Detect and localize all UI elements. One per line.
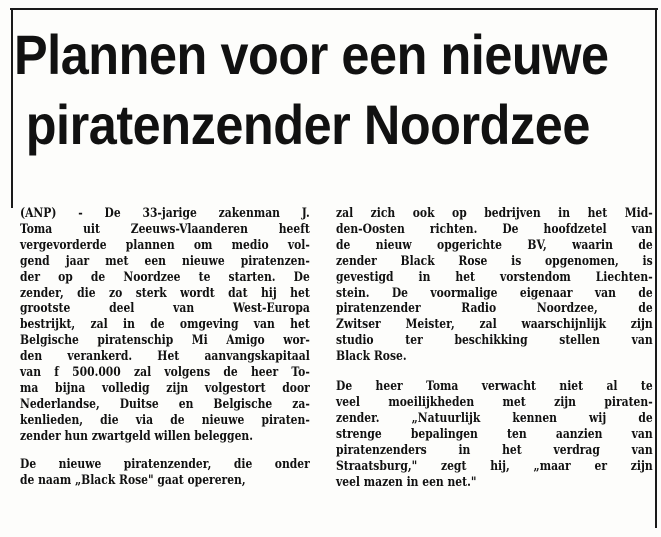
frame-right-rule — [655, 8, 657, 528]
frame-left-rule — [11, 8, 13, 208]
article-paragraph — [20, 457, 310, 489]
article-line: piratenzender Radio Noordzee, de — [336, 301, 653, 317]
headline-line-1: Plannen voor een nieuwe — [14, 23, 609, 86]
article-line: zender hun zwartgeld willen beleggen. — [20, 428, 253, 444]
article-line: Straatsburg," zegt hij, „maar er zijn — [336, 458, 653, 474]
article-line: veel mazen in een net." — [336, 474, 477, 490]
article-line: De heer Toma verwacht niet al te — [336, 379, 653, 395]
article-line: piratenzenders in het verdrag van — [336, 442, 653, 458]
article-line: de nieuw opgerichte BV, waarin de — [336, 237, 653, 253]
article-line: van f 500.000 zal volgens de heer To- — [20, 365, 310, 381]
article-paragraph — [336, 379, 653, 490]
frame-top-rule — [10, 8, 658, 10]
article-line: grootste deel van West-Europa — [20, 301, 310, 317]
article-line: stein. De voormalige eigenaar van de — [336, 285, 653, 301]
article-paragraph — [336, 206, 653, 365]
article-line: zender, die zo sterk wordt dat hij het — [20, 285, 310, 301]
article-line: de naam „Black Rose" gaat opereren, — [20, 472, 246, 488]
article-line: zender Black Rose is opgenomen, is — [336, 253, 653, 269]
article-line: kenlieden, die via de nieuwe piraten- — [20, 412, 310, 428]
article-line: studio ter beschikking stellen van — [336, 333, 653, 349]
article-column-right — [336, 206, 653, 490]
article-line: veel moeilijkheden met zijn piraten- — [336, 394, 653, 410]
article-line: Belgische piratenschip Mi Amigo wor- — [20, 333, 310, 349]
article-line: De nieuwe piratenzender, die onder — [20, 456, 310, 472]
article-paragraph — [20, 206, 310, 445]
headline — [14, 20, 609, 160]
article-line: bestrijkt, zal in de omgeving van het — [20, 317, 310, 333]
article-line: zal zich ook op bedrijven in het Mid- — [336, 206, 653, 221]
article-line: gend jaar met een nieuwe piratenzen- — [20, 253, 310, 269]
article-line: zender. „Natuurlijk kennen wij de — [336, 410, 653, 426]
article-line: Nederlandse, Duitse en Belgische za- — [20, 396, 310, 412]
article-line: vergevorderde plannen om medio vol- — [20, 237, 310, 253]
article-line: gevestigd in het vorstendom Liechten- — [336, 269, 653, 285]
article-line: Toma uit Zeeuws-Vlaanderen heeft — [20, 221, 310, 237]
headline-line-2: piratenzender Noordzee — [25, 93, 590, 156]
article-line: den verankerd. Het aanvangskapitaal — [20, 349, 310, 365]
article-line: strenge bepalingen ten aanzien van — [336, 426, 653, 442]
article-line: Black Rose. — [336, 349, 407, 365]
article-column-left — [20, 206, 310, 488]
article-line: der op de Noordzee te starten. De — [20, 269, 310, 285]
article-line: den-Oosten richten. De hoofdzetel van — [336, 221, 653, 237]
article-line: Zwitser Meister, zal waarschijnlijk zijn — [336, 317, 653, 333]
article-line: (ANP) - De 33-jarige zakenman J. — [20, 206, 310, 221]
article-line: ma bijna volledig zijn volgestort door — [20, 380, 310, 396]
